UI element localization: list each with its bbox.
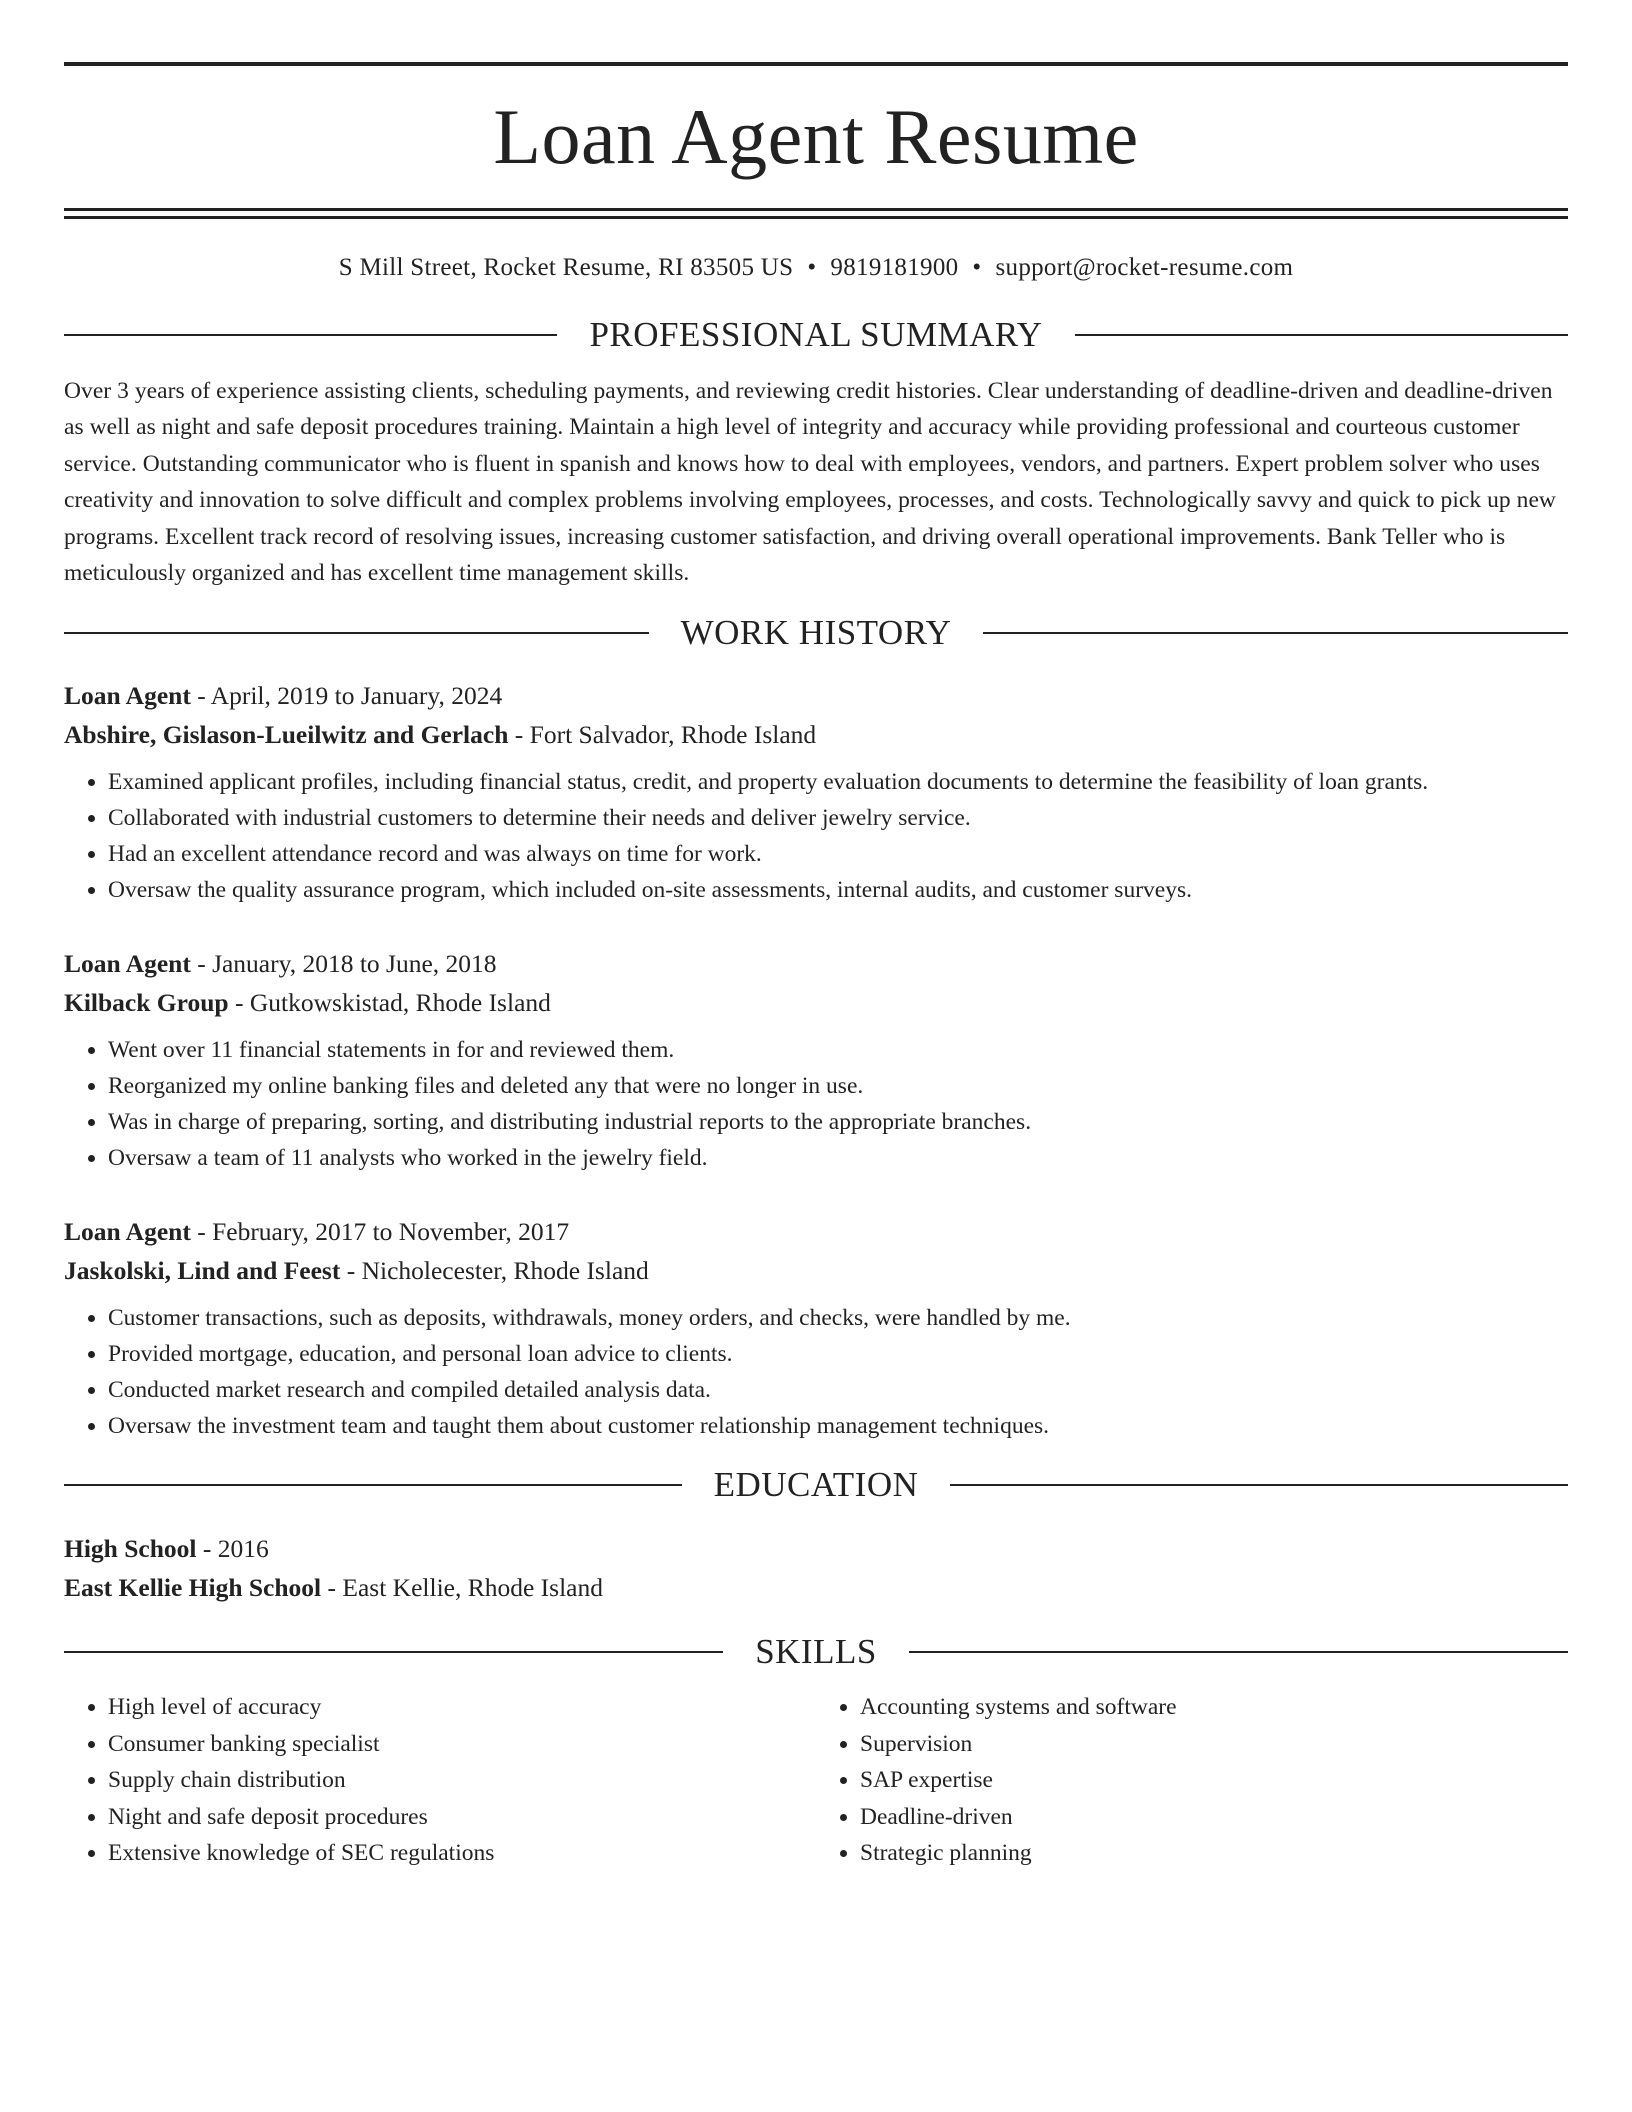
contact-separator: • bbox=[807, 254, 817, 281]
list-item: • Supply chain distribution bbox=[108, 1762, 816, 1799]
job-company-line bbox=[64, 715, 1568, 754]
section-rule bbox=[64, 1484, 682, 1486]
job-title: Loan Agent bbox=[64, 949, 191, 978]
section-heading-summary bbox=[64, 316, 1568, 355]
contact-email: support@rocket-resume.com bbox=[995, 254, 1294, 281]
job-dates: - January, 2018 to June, 2018 bbox=[190, 949, 497, 978]
section-heading-work bbox=[64, 614, 1568, 653]
title-rule-upper bbox=[64, 208, 1568, 211]
page-title: Loan Agent Resume bbox=[493, 93, 1139, 180]
list-item: • Oversaw the quality assurance program, which included on-site assessments, internal audits, and customer surveys. bbox=[108, 872, 1568, 908]
education-school-line bbox=[64, 1568, 1568, 1607]
section-title: WORK HISTORY bbox=[680, 612, 952, 652]
section-title: EDUCATION bbox=[713, 1465, 919, 1504]
list-item: • Collaborated with industrial customers to determine their needs and deliver jewelry service. bbox=[108, 800, 1568, 836]
section-rule bbox=[1075, 334, 1568, 336]
top-rule bbox=[64, 62, 1568, 66]
section-rule bbox=[64, 334, 557, 336]
skills-list-left bbox=[64, 1689, 816, 1872]
title-rule-lower bbox=[64, 216, 1568, 219]
job-company-line bbox=[64, 983, 1568, 1022]
job-company: Jaskolski, Lind and Feest bbox=[64, 1256, 341, 1285]
list-item: • Strategic planning bbox=[860, 1835, 1568, 1872]
list-item: • SAP expertise bbox=[860, 1762, 1568, 1799]
job-entry bbox=[64, 676, 1568, 908]
list-item: • Night and safe deposit procedures bbox=[108, 1799, 816, 1836]
education-degree: High School bbox=[64, 1533, 197, 1563]
list-item: • Supervision bbox=[860, 1726, 1568, 1763]
job-title: Loan Agent bbox=[64, 681, 191, 710]
section-heading-education bbox=[64, 1466, 1568, 1505]
contact-phone: 9819181900 bbox=[830, 254, 959, 281]
list-item: • Reorganized my online banking files and deleted any that were no longer in use. bbox=[108, 1068, 1568, 1104]
education-year: - 2016 bbox=[196, 1533, 269, 1563]
education-location: - East Kellie, Rhode Island bbox=[321, 1572, 604, 1602]
job-bullets bbox=[64, 1032, 1568, 1176]
list-item: • Deadline-driven bbox=[860, 1799, 1568, 1836]
list-item: • Consumer banking specialist bbox=[108, 1726, 816, 1763]
job-company: Kilback Group bbox=[64, 988, 229, 1017]
list-item: • Oversaw a team of 11 analysts who worked in the jewelry field. bbox=[108, 1140, 1568, 1176]
job-dates: - April, 2019 to January, 2024 bbox=[190, 681, 503, 710]
contact-address: S Mill Street, Rocket Resume, RI 83505 US bbox=[338, 254, 794, 281]
job-location: - Fort Salvador, Rhode Island bbox=[508, 720, 817, 749]
list-item: • Went over 11 financial statements in for and reviewed them. bbox=[108, 1032, 1568, 1068]
job-entry bbox=[64, 1212, 1568, 1444]
list-item: • Provided mortgage, education, and personal loan advice to clients. bbox=[108, 1336, 1568, 1372]
section-rule bbox=[64, 1651, 723, 1653]
education-school: East Kellie High School bbox=[64, 1572, 322, 1602]
list-item: • Had an excellent attendance record and was always on time for work. bbox=[108, 836, 1568, 872]
section-rule bbox=[909, 1651, 1568, 1653]
list-item: • Accounting systems and software bbox=[860, 1689, 1568, 1726]
job-location: - Nicholecester, Rhode Island bbox=[340, 1256, 649, 1285]
section-title: SKILLS bbox=[755, 1631, 877, 1671]
list-item: • Extensive knowledge of SEC regulations bbox=[108, 1835, 816, 1872]
job-bullets bbox=[64, 1300, 1568, 1444]
job-company-line bbox=[64, 1251, 1568, 1290]
list-item: • Conducted market research and compiled detailed analysis data. bbox=[108, 1372, 1568, 1408]
contact-line bbox=[64, 254, 1568, 282]
section-title: PROFESSIONAL SUMMARY bbox=[589, 315, 1043, 354]
list-item: • Examined applicant profiles, including financial status, credit, and property evaluation documents to determine the feasibility of loan grants. bbox=[108, 764, 1568, 800]
section-rule bbox=[950, 1484, 1568, 1486]
education-degree-line bbox=[64, 1529, 1568, 1568]
list-item: • Was in charge of preparing, sorting, and distributing industrial reports to the appropriate branches. bbox=[108, 1104, 1568, 1140]
job-company: Abshire, Gislason-Lueilwitz and Gerlach bbox=[64, 720, 509, 749]
skills-list-right bbox=[816, 1689, 1568, 1872]
job-location: - Gutkowskistad, Rhode Island bbox=[228, 988, 551, 1017]
job-title-line bbox=[64, 944, 1568, 983]
job-title: Loan Agent bbox=[64, 1217, 191, 1246]
summary-text: Over 3 years of experience assisting clients, scheduling payments, and reviewing credit histories. Clear understanding of deadline-driven and deadline-driven as well as night and safe deposit procedures training. Maintain a high level of integrity and accuracy while providing professional and courteous customer service. Outstanding communicator who is fluent in spanish and knows how to deal with employees, vendors, and partners. Expert problem solver who uses creativity and innovation to solve difficult and complex problems involving employees, processes, and costs. Technologically savvy and quick to pick up new programs. Excellent track record of resolving issues, increasing customer satisfaction, and driving overall operational improvements. Bank Teller who is meticulously organized and has excellent time management skills. bbox=[64, 377, 1556, 586]
job-entry bbox=[64, 944, 1568, 1176]
skills-columns bbox=[64, 1689, 1568, 1872]
job-bullets bbox=[64, 764, 1568, 908]
job-title-line bbox=[64, 1212, 1568, 1251]
list-item: • High level of accuracy bbox=[108, 1689, 816, 1726]
contact-separator: • bbox=[972, 254, 982, 281]
education-entry bbox=[64, 1529, 1568, 1607]
job-dates: - February, 2017 to November, 2017 bbox=[190, 1217, 570, 1246]
section-rule bbox=[64, 632, 649, 634]
list-item: • Customer transactions, such as deposits, withdrawals, money orders, and checks, were handled by me. bbox=[108, 1300, 1568, 1336]
section-heading-skills bbox=[64, 1633, 1568, 1672]
job-title-line bbox=[64, 676, 1568, 715]
list-item: • Oversaw the investment team and taught them about customer relationship management techniques. bbox=[108, 1408, 1568, 1444]
section-rule bbox=[983, 632, 1568, 634]
